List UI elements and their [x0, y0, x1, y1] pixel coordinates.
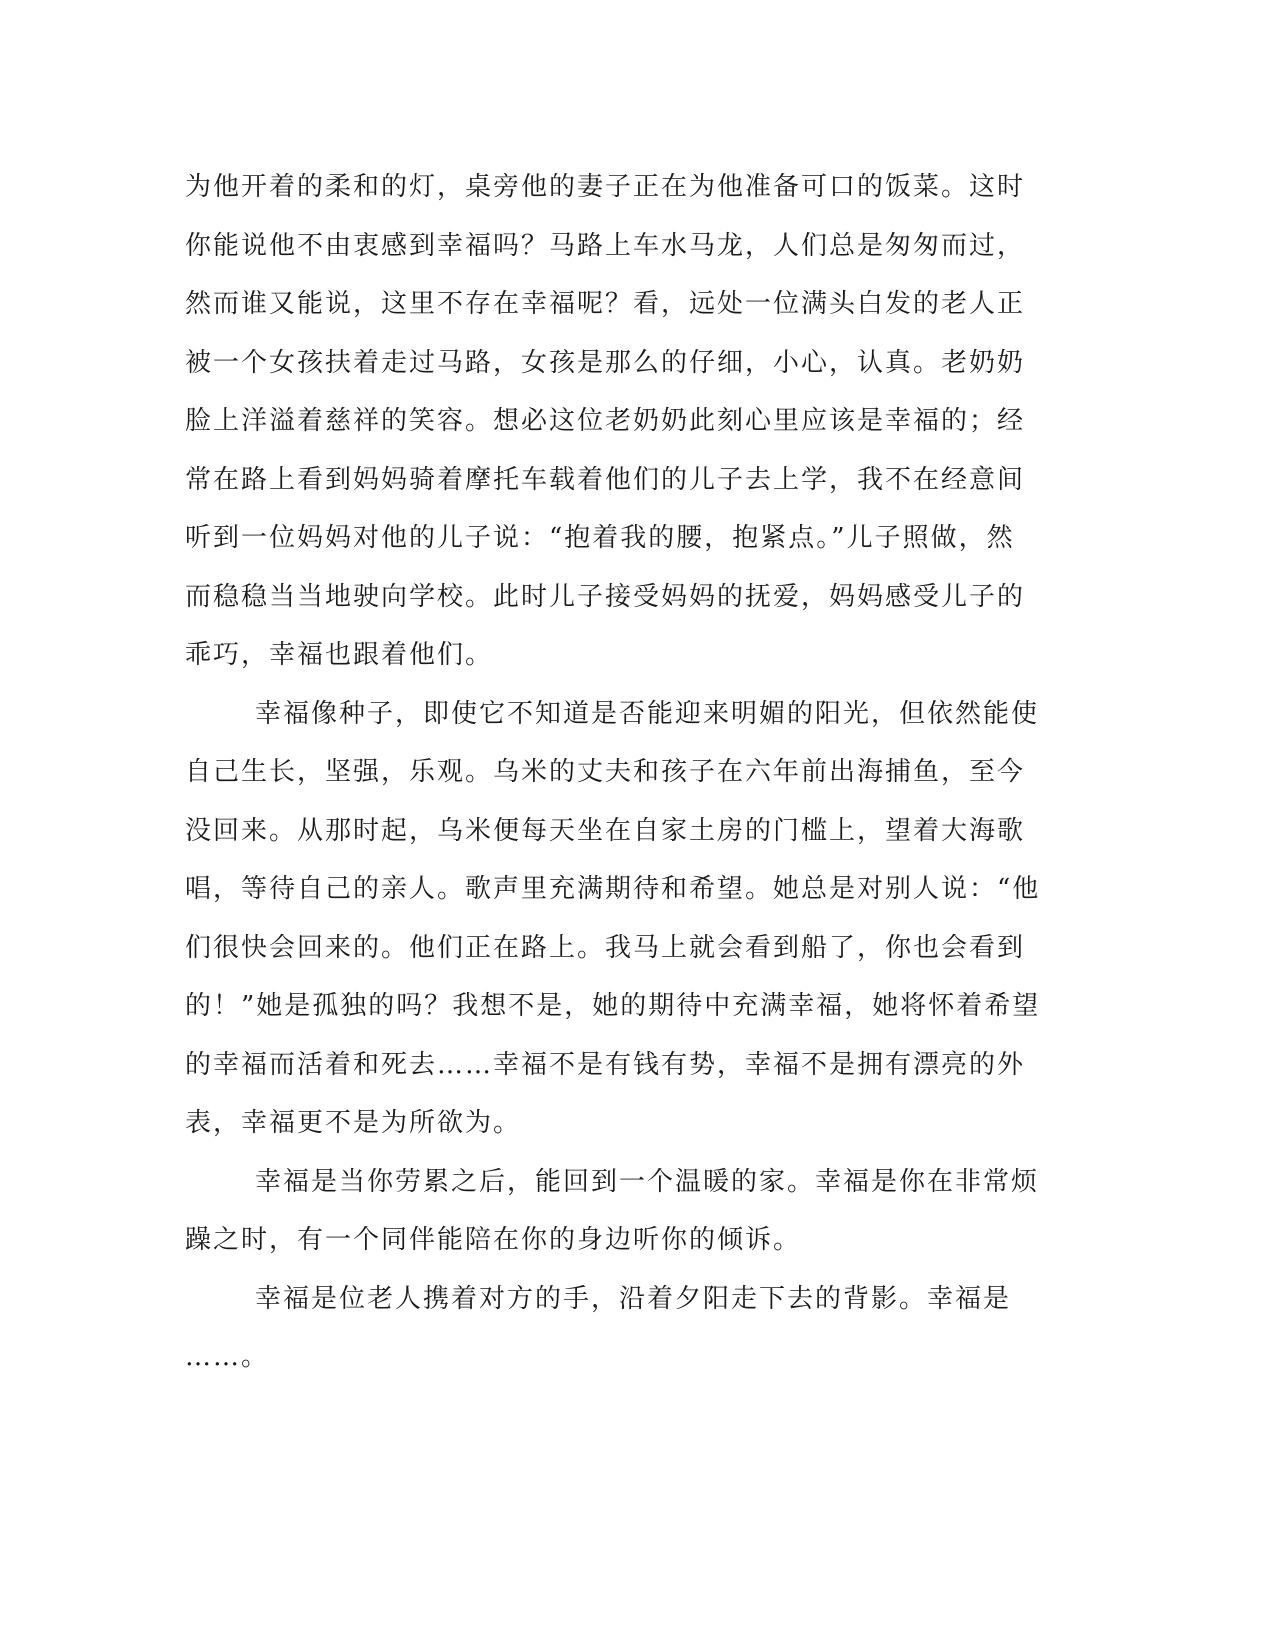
text-line: 幸福像种子，即使它不知道是否能迎来明媚的阳光，但依然能使 [255, 698, 1040, 729]
text-line: ……。 [185, 1342, 270, 1372]
text-line: 幸福是当你劳累之后，能回到一个温暖的家。幸福是你在非常烦 [255, 1166, 1040, 1197]
text-line: 表，幸福更不是为所欲为。 [185, 1108, 522, 1138]
text-line: 唱，等待自己的亲人。歌声里充满期待和希望。她总是对别人说：“他 [185, 874, 1041, 904]
text-line: 你能说他不由衷感到幸福吗？马路上车水马龙，人们总是匆匆而过， [185, 230, 1026, 261]
text-line: 然而谁又能说，这里不存在幸福呢？看，远处一位满头白发的老人正 [185, 289, 1026, 319]
text-line: 的幸福而活着和死去……幸福不是有钱有势，幸福不是拥有漂亮的外 [185, 1049, 1026, 1080]
text-line: 们很快会回来的。他们正在路上。我马上就会看到船了，你也会看到 [185, 932, 1026, 963]
text-line: 没回来。从那时起，乌米便每天坐在自家土房的门槛上，望着大海歌 [185, 815, 1026, 846]
text-line: 常在路上看到妈妈骑着摩托车载着他们的儿子去上学，我不在经意间 [185, 464, 1026, 495]
text-line: 乖巧，幸福也跟着他们。 [185, 640, 494, 670]
text-line: 自己生长，坚强，乐观。乌米的丈夫和孩子在六年前出海捕鱼，至今 [185, 757, 1026, 787]
text-line: 的！”她是孤独的吗？我想不是，她的期待中充满幸福，她将怀着希望 [185, 991, 1041, 1021]
document-body [185, 158, 1055, 1387]
text-line: 听到一位妈妈对他的儿子说：“抱着我的腰，抱紧点。”儿子照做，然 [185, 523, 1015, 553]
text-line: 幸福是位老人携着对方的手，沿着夕阳走下去的背影。幸福是 [255, 1283, 1012, 1314]
text-line: 而稳稳当当地驶向学校。此时儿子接受妈妈的抚爱，妈妈感受儿子的 [185, 581, 1026, 612]
text-line: 躁之时，有一个同伴能陪在你的身边听你的倾诉。 [185, 1225, 802, 1255]
text-line: 脸上洋溢着慈祥的笑容。想必这位老奶奶此刻心里应该是幸福的；经 [185, 406, 1026, 436]
paragraph-3 [185, 1153, 1055, 1270]
text-line: 被一个女孩扶着走过马路，女孩是那么的仔细，小心，认真。老奶奶 [185, 347, 1026, 378]
paragraph-1 [185, 158, 1055, 685]
text-line: 为他开着的柔和的灯，桌旁他的妻子正在为他准备可口的饭菜。这时 [185, 172, 1026, 202]
paragraph-2 [185, 685, 1055, 1153]
paragraph-4 [185, 1270, 1055, 1387]
